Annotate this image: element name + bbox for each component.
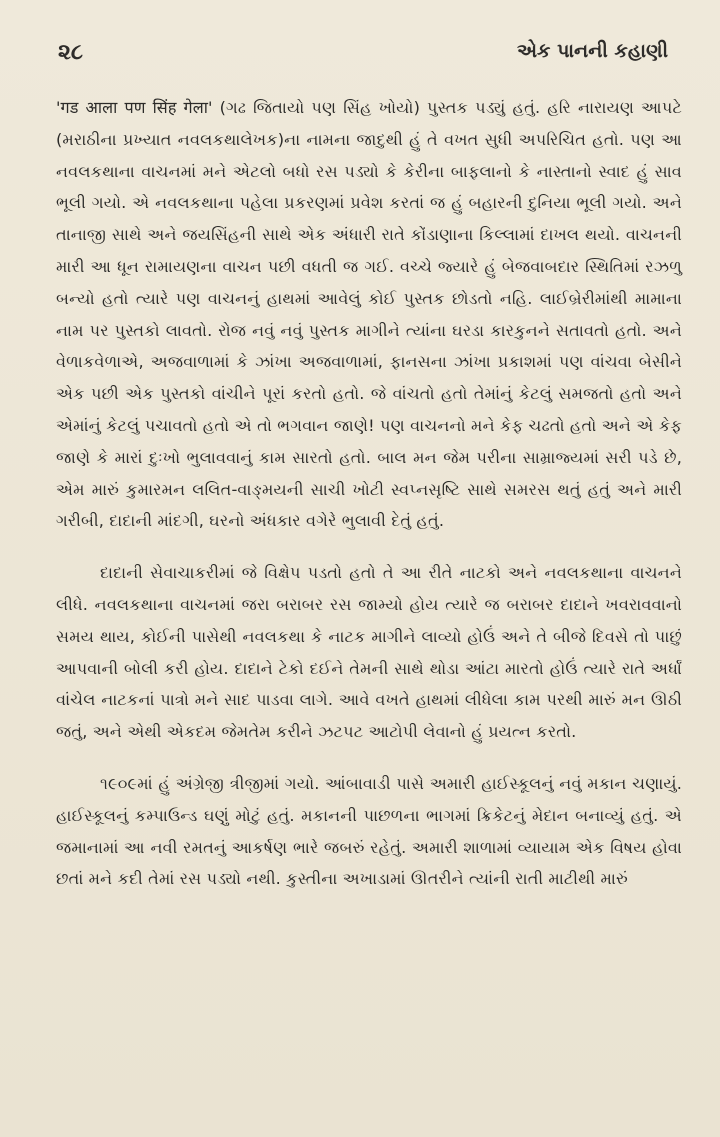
paragraph-3 [56, 768, 682, 895]
paragraph-1-text: 'गड आला पण सिंह गेला' (ગઢ જિતાયો પણ સિંહ ખોયો) પુસ્તક પડ્યું હતું. હરિ નારાયણ આપટે (મરાઠીના પ્રખ્યાત નવલકથાલેખક)ના નામના જાદુથી હું તે વખત સુધી અપરિચિત હતો. પણ આ નવલકથાના વાચનમાં મને એટલો બધો રસ પડ્યો કે કેરીના બાફલાનો કે નાસ્તાનો સ્વાદ હું સાવ ભૂલી ગયો. એ નવલકથાના પહેલા પ્રકરણમાં પ્રવેશ કરતાં જ હું બહારની દુનિયા ભૂલી ગયો. અને તાનાજી સાથે અને જયસિંહની સાથે એક અંધારી રાતે કોંડાણાના કિલ્લામાં દાખલ થયો. વાચનની મારી આ ધૂન રામાયણના વાચન પછી વધતી જ ગઈ. વચ્ચે જ્યારે હું બેજવાબદાર સ્થિતિમાં રઝળુ બન્યો હતો ત્યારે પણ વાચનનું હાથમાં આવેલું કોઈ પુસ્તક છોડતો નહિ. લાઈબ્રેરીમાંથી મામાના નામ પર પુસ્તકો લાવતો. રોજ નવું નવું પુસ્તક માગીને ત્યાંના ઘરડા કારકુનને સતાવતો હતો. અને વેળાકવેળાએ, અજવાળામાં કે ઝાંખા અજવાળામાં, ફાનસના ઝાંખા પ્રકાશમાં પણ વાંચવા બેસીને એક પછી એક પુસ્તકો વાંચીને પૂરાં કરતો હતો. જે વાંચતો હતો તેમાંનું કેટલું સમજતો હતો અને એમાંનું કેટલું પચાવતો હતો એ તો ભગવાન જાણે! પણ વાચનનો મને કેફ ચઢતો હતો અને એ કેફ જાણે કે મારાં દુઃખો ભુલાવવાનું કામ સારતો હતો. બાલ મન જેમ પરીના સામ્રાજ્યમાં સરી પડે છે, એમ મારું કુમારમન લલિત-વાઙ્મયની સાચી ખોટી સ્વપ્નસૃષ્ટિ સાથે સમરસ થતું હતું અને મારી ગરીબી, દાદાની માંદગી, ઘરનો અંધકાર વગેરે ભુલાવી દેતું હતું. [56, 98, 682, 531]
paragraph-2 [56, 557, 682, 748]
page-number: ૨૮ [58, 40, 84, 65]
page-header [58, 40, 668, 70]
paragraph-3-text: ૧૯૦૯માં હું અંગ્રેજી ત્રીજીમાં ગયો. આંબાવાડી પાસે અમારી હાઈસ્કૂલનું નવું મકાન ચણાયું. હાઈસ્કૂલનું કમ્પાઉન્ડ ઘણું મોટું હતું. મકાનની પાછળના ભાગમાં ક્રિકેટનું મેદાન બનાવ્યું હતું. એ જમાનામાં આ નવી રમતનું આકર્ષણ ભારે જબરું રહેતું. અમારી શાળામાં વ્યાયામ એક વિષય હોવા છતાં મને કદી તેમાં રસ પડ્યો નથી. કુસ્તીના અખાડામાં ઊતરીને ત્યાંની રાતી માટીથી મારું [56, 773, 682, 889]
running-title: એક પાનની કહાણી [517, 40, 668, 62]
body-text [56, 92, 682, 915]
paragraph-2-text: દાદાની સેવાચાકરીમાં જે વિક્ષેપ પડતો હતો તે આ રીતે નાટકો અને નવલકથાના વાચનને લીધે. નવલકથાના વાચનમાં જરા બરાબર રસ જામ્યો હોય ત્યારે જ બરાબર દાદાને ખવરાવવાનો સમય થાય, કોઈની પાસેથી નવલકથા કે નાટક માગીને લાવ્યો હોઉં અને તે બીજે દિવસે તો પાછું આપવાની બોલી કરી હોય. દાદાને ટેકો દઈને તેમની સાથે થોડા આંટા મારતો હોઉં ત્યારે રાતે અર્ધાં વાંચેલ નાટકનાં પાત્રો મને સાદ પાડવા લાગે. આવે વખતે હાથમાં લીધેલા કામ પરથી મારું મન ઊઠી જતું, અને એથી એકદમ જેમતેમ કરીને ઝટપટ આટોપી લેવાનો હું પ્રયત્ન કરતો. [56, 563, 682, 742]
paragraph-1 [56, 92, 682, 537]
